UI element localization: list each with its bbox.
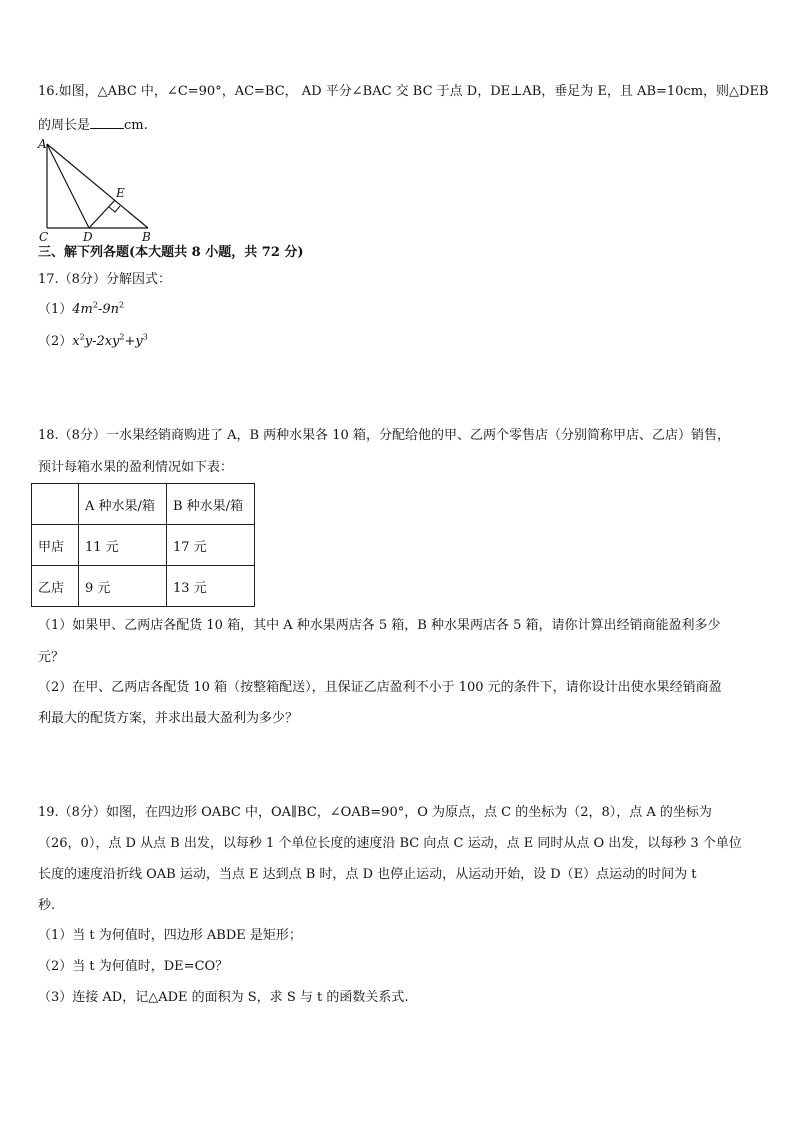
- side-ab: [47, 144, 148, 228]
- q18-part1-line1: （1）如果甲、乙两店各配货 10 箱，其中 A 种水果两店各 5 箱，B 种水果两店各 5 箱，请你计算出经销商能盈利多少: [38, 618, 721, 633]
- q19-part3: （3）连接 AD，记△ADE 的面积为 S，求 S 与 t 的函数关系式.: [38, 990, 409, 1005]
- q18-part2-line1: （2）在甲、乙两店各配货 10 箱（按整箱配送），且保证乙店盈利不小于 100 元的条件下，请你设计出使水果经销商盈: [38, 680, 722, 695]
- q17-part1-exp-1: 2: [92, 300, 98, 310]
- segment-ad: [47, 144, 89, 228]
- table-cell: 17 元: [167, 525, 255, 566]
- table-header-row: [32, 484, 255, 525]
- table-header-b: B 种水果/箱: [167, 484, 255, 525]
- q19-line1: 19.（8分）如图，在四边形 OABC 中，OA∥BC，∠OAB=90°，O 为原点，点 C 的坐标为（2，8），点 A 的坐标为: [38, 805, 712, 820]
- q17-part1-expr-b: -9n: [97, 302, 120, 317]
- right-angle-mark: [109, 206, 120, 212]
- q19-line3: 长度的速度沿折线 OAB 运动，当点 E 达到点 B 时，点 D 也停止运动，从运动开始，设 D（E）点运动的时间为 t: [38, 867, 697, 882]
- q16-line1: 16.如图，△ABC 中，∠C=90°，AC=BC， AD 平分∠BAC 交 BC 于点 D，DE⊥AB，垂足为 E，且 AB=10cm，则△DEB: [38, 84, 769, 99]
- q17-part2-exp-2: 2: [119, 332, 125, 342]
- table-cell: 13 元: [167, 566, 255, 607]
- table-cell: [32, 484, 79, 525]
- table-cell-store: 乙店: [32, 566, 79, 607]
- q17-part2-exp-3: 3: [142, 332, 148, 342]
- label-b: B: [142, 230, 151, 244]
- q18-part2-line2: 利最大的配货方案，并求出最大盈利为多少？: [38, 711, 299, 726]
- q18-line1: 18.（8分）一水果经销商购进了 A，B 两种水果各 10 箱，分配给他的甲、乙两个零售店（分别简称甲店、乙店）销售，: [38, 428, 730, 443]
- q17-part1-exp-2: 2: [119, 300, 125, 310]
- table-cell-store: 甲店: [32, 525, 79, 566]
- answer-blank: [90, 116, 124, 129]
- q16-line2-post: cm.: [124, 118, 148, 133]
- table-row: [32, 525, 255, 566]
- q16-line2-pre: 的周长是: [38, 118, 91, 133]
- segment-de: [89, 200, 115, 228]
- q18-line2: 预计每箱水果的盈利情况如下表：: [38, 460, 234, 475]
- q17-part2-num: （2）: [38, 334, 73, 349]
- label-d: D: [83, 230, 93, 244]
- q19-part1: （1）当 t 为何值时，四边形 ABDE 是矩形；: [38, 928, 302, 943]
- section-heading: 三、解下列各题(本大题共 8 小题，共 72 分): [38, 245, 304, 260]
- q17-part1: [38, 302, 756, 318]
- q19-line4: 秒.: [38, 898, 56, 913]
- q17-part2-exp-1: 2: [79, 332, 85, 342]
- q19-part2: （2）当 t 为何值时，DE=CO？: [38, 959, 229, 974]
- q16-line2: [38, 116, 756, 134]
- q17-part2-expr-b: y-2xy: [84, 334, 120, 349]
- triangle-figure: [36, 138, 166, 244]
- q17-part2-expr-c: +y: [124, 334, 143, 349]
- label-c: C: [39, 230, 49, 244]
- q18-part1-line2: 元？: [38, 650, 65, 665]
- table-cell: 11 元: [79, 525, 167, 566]
- label-a: A: [38, 138, 47, 151]
- q17-part1-num: （1）: [38, 302, 73, 317]
- q19-line2: （26，0），点 D 从点 B 出发，以每秒 1 个单位长度的速度沿 BC 向点 C 运动，点 E 同时从点 O 出发，以每秒 3 个单位: [38, 836, 742, 851]
- table-cell: 9 元: [79, 566, 167, 607]
- label-e: E: [116, 186, 125, 200]
- q17-part2-expr-a: x: [72, 334, 80, 349]
- table-row: [32, 566, 255, 607]
- table-header-a: A 种水果/箱: [79, 484, 167, 525]
- q17-title: 17.（8分）分解因式：: [38, 272, 171, 287]
- profit-table: [31, 483, 255, 607]
- q17-part2: [38, 334, 756, 350]
- q17-part1-expr-a: 4m: [72, 302, 93, 317]
